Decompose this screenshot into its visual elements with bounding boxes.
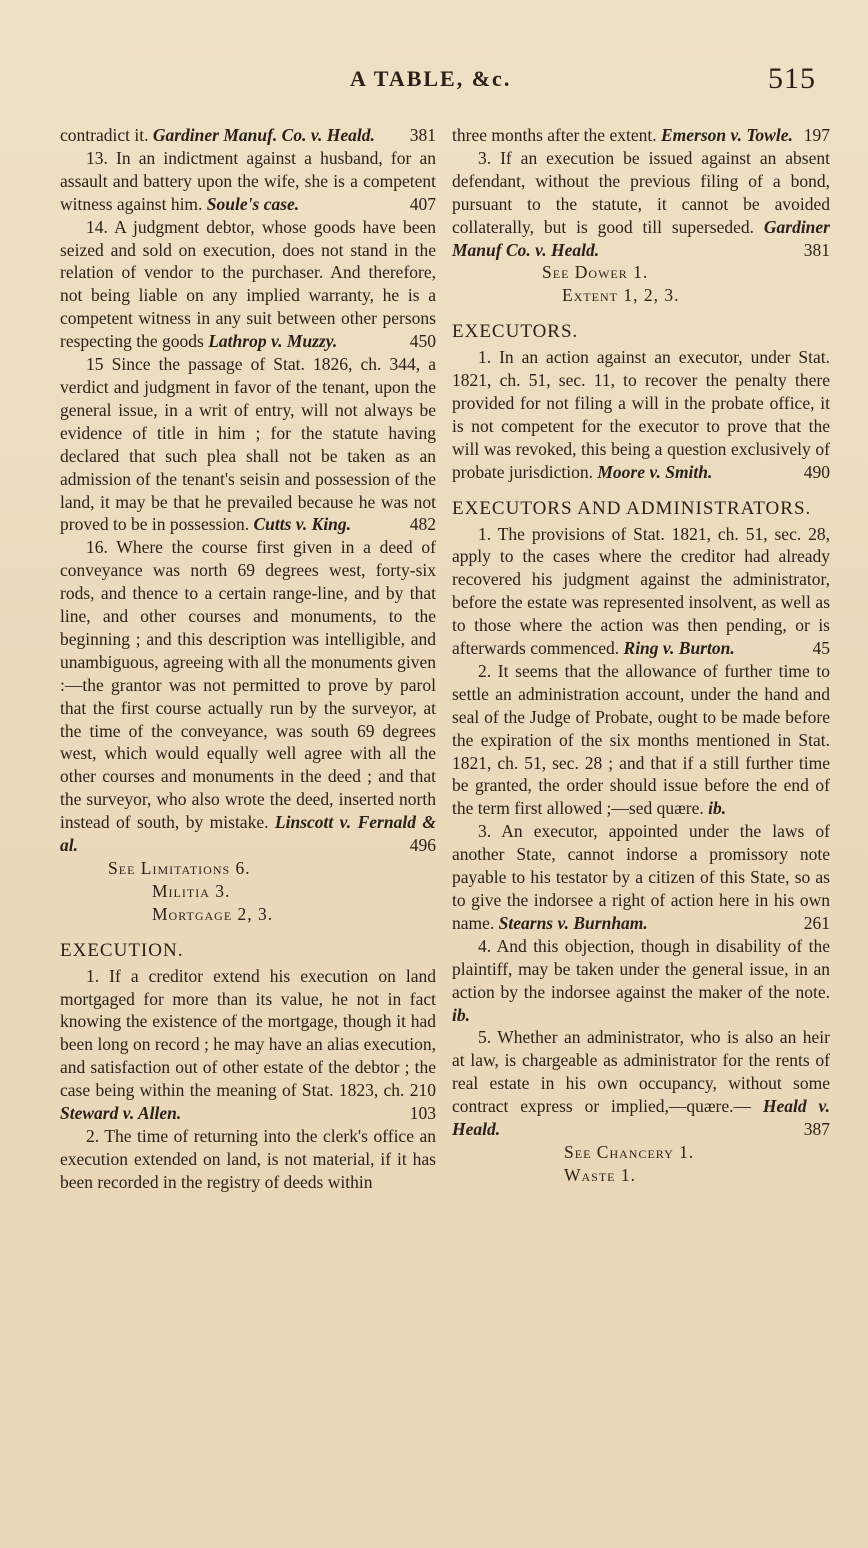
index-entry	[452, 935, 830, 1027]
page-number: 515	[768, 62, 816, 95]
case-citation: Linscott v. Fernald & al.	[60, 812, 436, 856]
entry-text: 5. Whether an administrator, who is also an heir at law, is chargeable as administrator for the rents of real estate in his own occupancy, without some contract express or implied,—quære.—	[452, 1027, 830, 1117]
index-entry	[452, 346, 830, 483]
case-citation: Gardiner Manuf Co. v. Heald.	[452, 216, 830, 260]
cross-reference: See Dower 1.	[542, 262, 649, 283]
cross-reference: See Limitations 6.	[108, 858, 251, 878]
index-entry	[60, 216, 436, 353]
citation-page: 407	[409, 193, 436, 214]
cross-reference: Waste 1.	[564, 1164, 637, 1185]
index-entry	[452, 523, 830, 660]
case-citation: ib.	[452, 1004, 470, 1025]
cross-reference: Extent 1, 2, 3.	[562, 285, 680, 306]
case-citation: Heald v. Heald.	[452, 1096, 830, 1140]
entry-text: 14. A judgment debtor, whose goods have been seized and sold on execution, does not stand in the relation of vendor to the purchaser. And therefore, not being liable on any implied warranty, he is a competent witness in any suit between other persons respecting the goods	[60, 216, 436, 352]
citation-page: 496	[409, 835, 436, 856]
entry-text: 3. If an execution be issued against an absent defendant, without the previous filing of a bond, pursuant to the statute, it cannot be avoided collaterally, but is good till superseded.	[452, 147, 830, 237]
entry-text: 1. If a creditor extend his execution on land mortgaged for more than its value, he not in fact knowing the existence of the mortgage, though it had been long on record ; he may have an alias execution, and satisfaction out of other estate of the debtor ; the case being within the meaning of Stat. 1823, ch. 210	[60, 965, 436, 1101]
entry-text: contradict it.	[60, 125, 153, 145]
entry-text: 16. Where the course first given in a deed of conveyance was north 69 degrees west, forty-six rods, and thence to a certain range-line, and by that line, and other courses and monuments, to the beginning ; and this description was intelligible, and unambiguous, agreeing with all the monuments given :—the grantor was not permitted to prove by parol that the first course actually run by the surveyor, at the time of the conveyance, was south 69 degrees west, which would equally well agree with all the other courses and monuments in the deed ; and that the surveyor, who also wrote the deed, inserted north instead of south, by mistake.	[60, 537, 436, 833]
index-entry	[452, 147, 830, 262]
citation-page: 387	[803, 1119, 830, 1140]
index-entry	[60, 353, 436, 536]
entry-text: 1. The provisions of Stat. 1821, ch. 51, sec. 28, apply to the cases where the creditor had already recovered his judgment against the administrator, before the estate was represented insolvent, as well as to those where the action was then pending, or is afterwards commenced.	[452, 523, 830, 659]
index-entry	[452, 660, 830, 820]
citation-page: 197	[803, 125, 830, 145]
case-citation: Ring v. Burton.	[623, 638, 735, 659]
index-entry	[60, 1125, 436, 1194]
citation-page: 381	[803, 239, 830, 260]
case-citation: Gardiner Manuf. Co. v. Heald.	[152, 125, 375, 145]
cross-reference: Mortgage 2, 3.	[152, 903, 274, 924]
case-citation: Soule's case.	[206, 193, 300, 214]
entry-text: 3. An executor, appointed under the laws of another State, cannot indorse a promissory note payable to his testator by a citizen of this State, so as to give the indorsee a right of action here in his own name.	[452, 821, 830, 933]
citation-page: 450	[409, 331, 436, 352]
index-entry	[60, 536, 436, 857]
index-entry	[60, 124, 436, 147]
citation-page: 45	[812, 638, 830, 659]
running-head: A TABLE, &c.	[350, 66, 512, 91]
section-heading: EXECUTORS AND ADMINISTRATORS.	[452, 497, 812, 519]
index-entry	[452, 820, 830, 935]
case-citation: Emerson v. Towle.	[660, 125, 793, 145]
case-citation: ib.	[708, 798, 727, 819]
entry-text: 15 Since the passage of Stat. 1826, ch. 344, a verdict and judgment in favor of the tenant, upon the general issue, in a writ of entry, will not always be evidence of title in him ; for the statute having declared that such plea shall not be taken as an admission of the tenant's seisin and possession of the land, it may be that he prevailed because he was not proved to be in possession.	[60, 354, 436, 535]
entry-text: 2. It seems that the allowance of further time to settle an administration account, under the hand and seal of the Judge of Probate, ought to be made before the expiration of the six months mentioned in Stat. 1821, ch. 51, sec. 28 ; and that if a still further time be granted, the order should issue before the end of the term first allowed ;—sed quære.	[452, 660, 830, 819]
entry-text: 1. In an action against an executor, under Stat. 1821, ch. 51, sec. 11, to recover the penalty there provided for not filing a will in the probate office, it is not competent for the executor to prove that the will was revoked, this being a question exclusively of probate jurisdiction.	[452, 347, 830, 482]
cross-reference: Militia 3.	[152, 880, 231, 901]
section-heading: EXECUTORS.	[452, 321, 579, 343]
citation-page: 482	[409, 514, 436, 535]
citation-page: 261	[803, 912, 830, 933]
index-entry	[452, 1026, 830, 1141]
page-header	[0, 62, 868, 96]
left-column	[60, 124, 436, 1194]
cross-reference: See Chancery 1.	[564, 1141, 695, 1162]
case-citation: Lathrop v. Muzzy.	[208, 331, 338, 352]
section-heading: EXECUTION.	[60, 939, 184, 961]
index-entry	[452, 124, 830, 147]
right-column	[452, 124, 830, 1187]
citation-page: 381	[409, 125, 436, 145]
entry-text: 13. In an indictment against a husband, for an assault and battery upon the wife, she is a competent witness against him.	[60, 147, 436, 214]
citation-page: 490	[803, 461, 830, 482]
citation-page: 103	[409, 1103, 436, 1124]
case-citation: Stearns v. Burnham.	[498, 912, 648, 933]
case-citation: Cutts v. King.	[253, 514, 352, 535]
index-entry	[60, 965, 436, 1125]
case-citation: Steward v. Allen.	[60, 1103, 182, 1124]
case-citation: Moore v. Smith.	[597, 461, 713, 482]
index-entry	[60, 147, 436, 216]
entry-text: 4. And this objection, though in disability of the plaintiff, may be taken under the general issue, in an action by the indorsee against the maker of the note.	[452, 935, 830, 1002]
entry-text: three months after the extent.	[452, 125, 661, 145]
entry-text: 2. The time of returning into the clerk's office an execution extended on land, is not material, if it has been recorded in the registry of deeds within	[60, 1125, 436, 1192]
